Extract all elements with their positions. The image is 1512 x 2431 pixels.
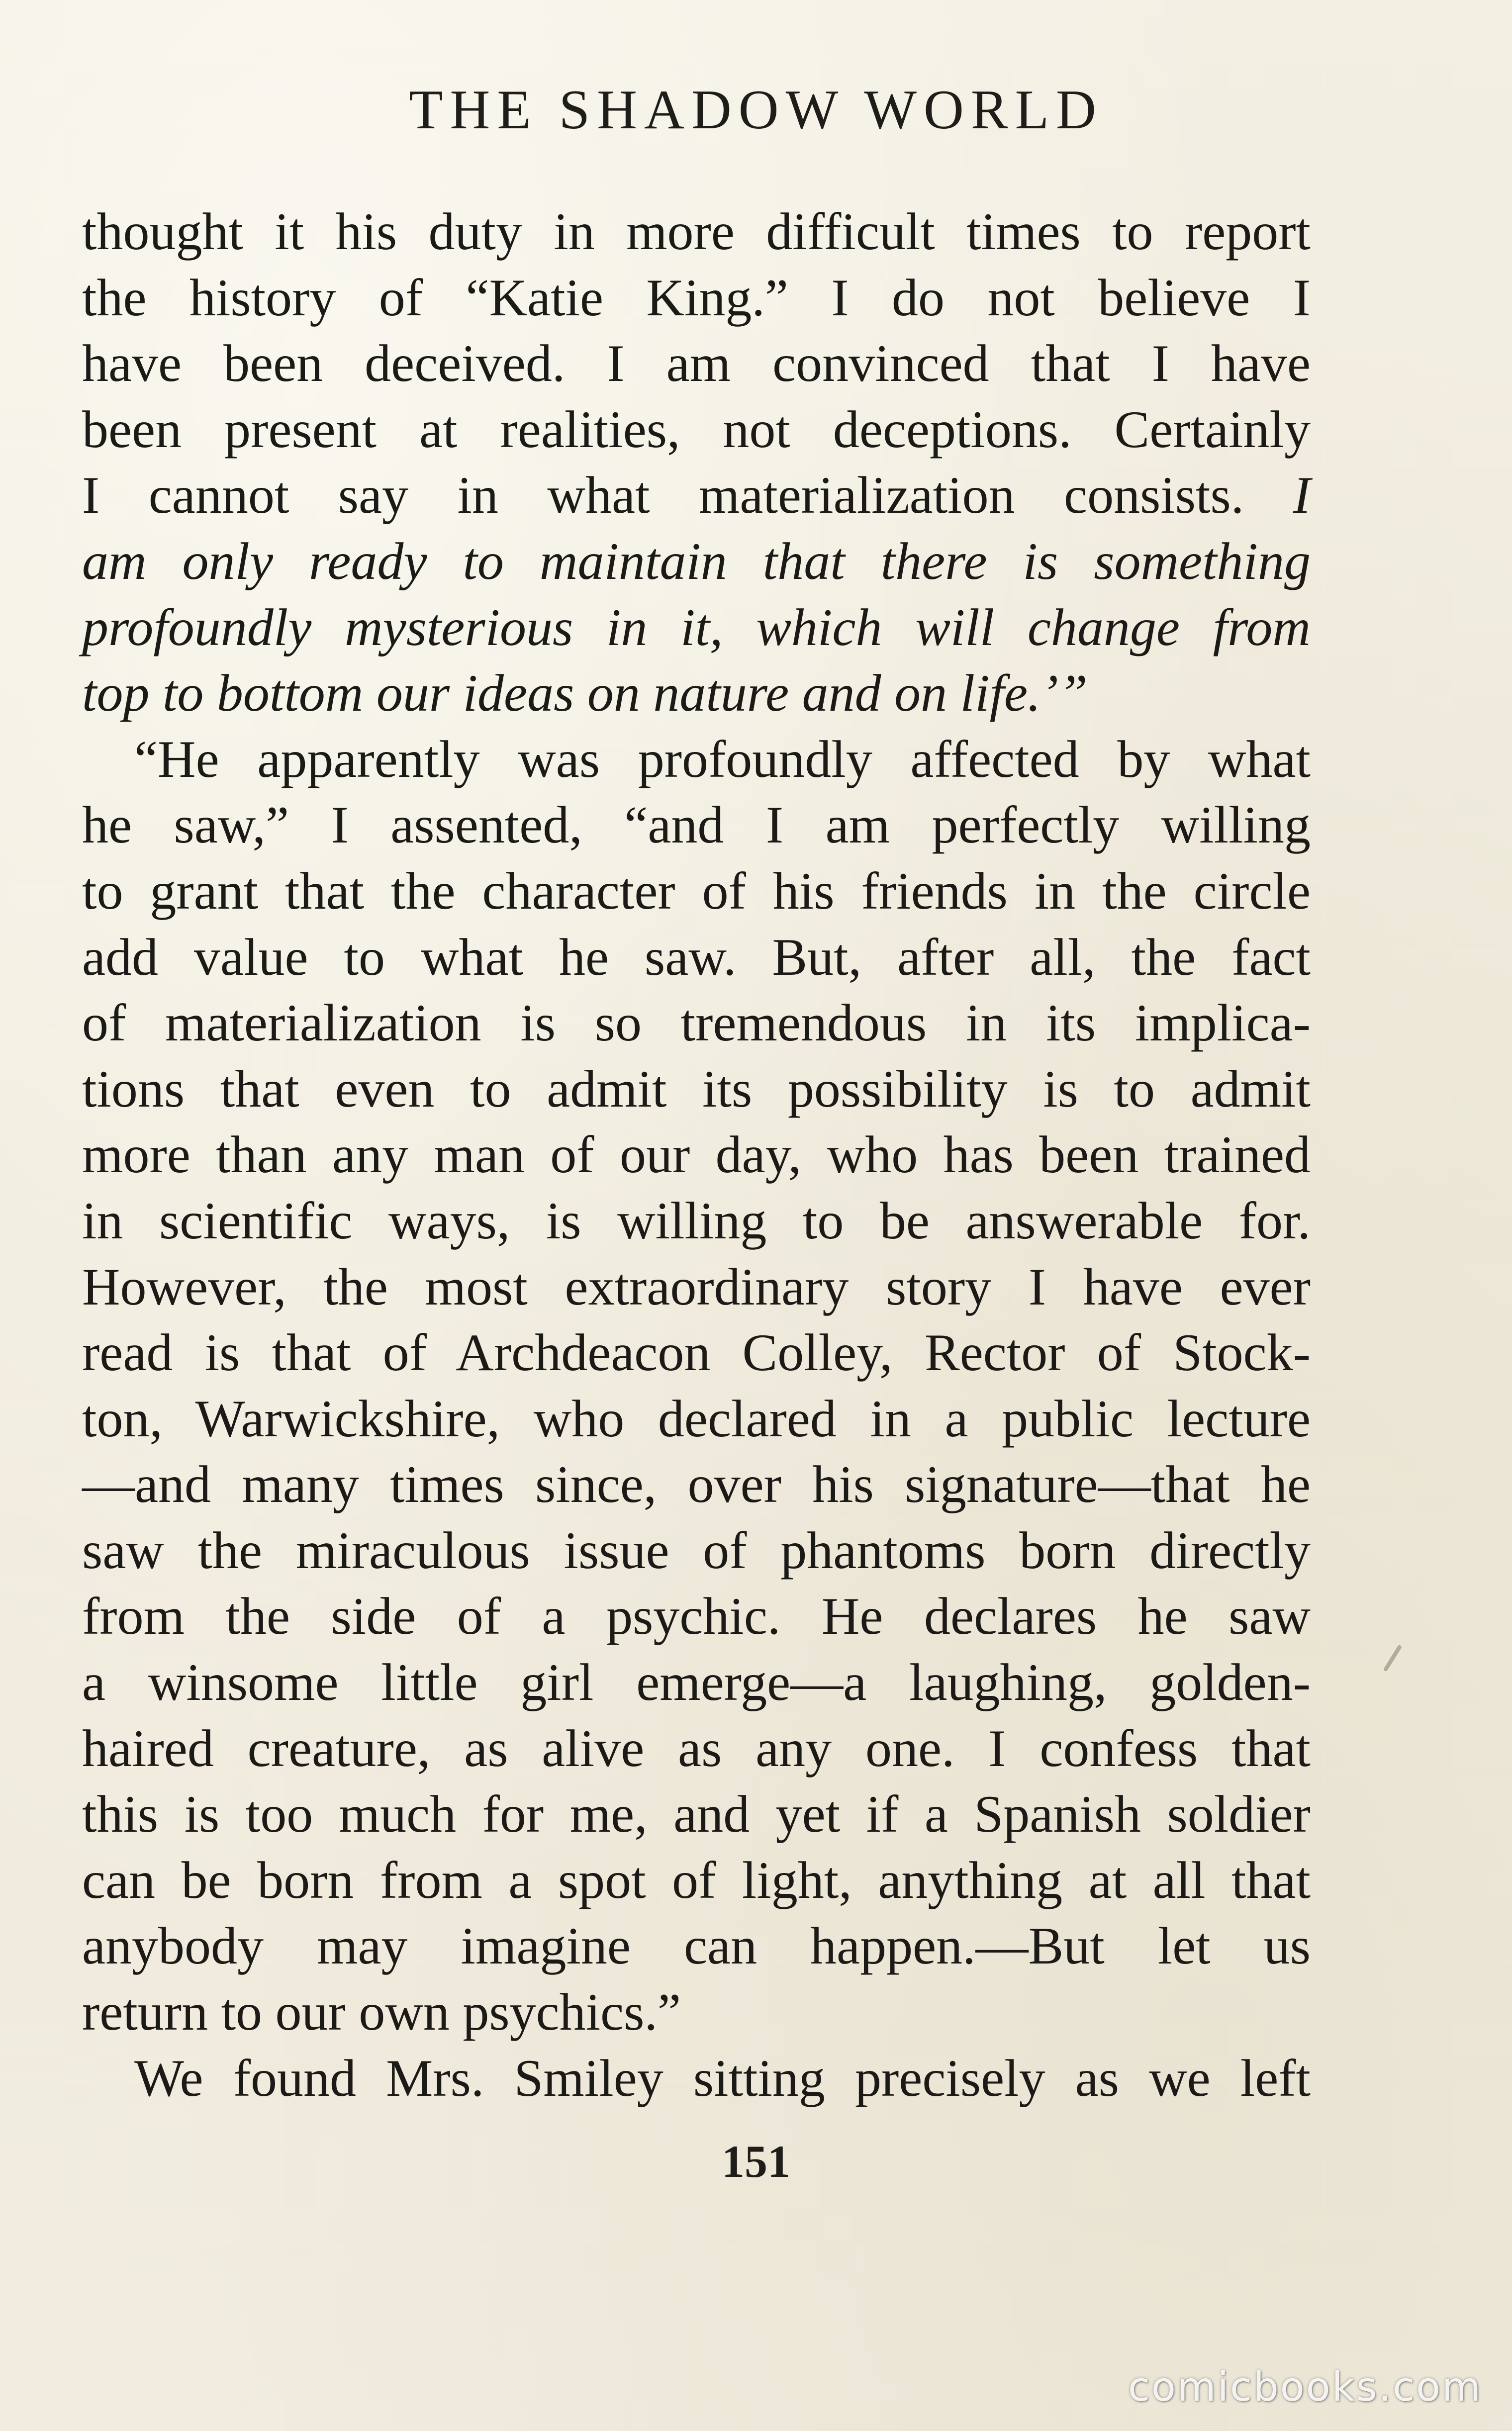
text-line: the history of “Katie King.” I do not believe I [82, 268, 1311, 327]
text-line: However, the most extraordinary story I have ever [82, 1257, 1311, 1316]
text-line: he saw,” I assented, “and I am perfectly willing [82, 796, 1311, 854]
text-line: thought it his duty in more difficult times to report [82, 202, 1311, 261]
paper-mark [1383, 1644, 1403, 1672]
text-line: more than any man of our day, who has been trained [82, 1125, 1311, 1184]
paragraph-first-line: “He apparently was profoundly affected by what [134, 730, 1311, 788]
running-head: THE SHADOW WORLD [409, 79, 1103, 141]
italic-text-line: am only ready to maintain that there is something [82, 532, 1311, 590]
paragraph-first-line: We found Mrs. Smiley sitting precisely as we left [134, 2049, 1311, 2107]
text-line: a winsome little girl emerge—a laughing, golden- [82, 1653, 1311, 1712]
text-line: of materialization is so tremendous in its implica- [82, 994, 1311, 1052]
text-line: this is too much for me, and yet if a Spanish soldier [82, 1785, 1311, 1844]
text-line: haired creature, as alive as any one. I confess that [82, 1719, 1311, 1777]
italic-text-segment: I [1293, 466, 1311, 525]
text-line: add value to what he saw. But, after all, the fact [82, 928, 1311, 986]
italic-text-line: profoundly mysterious in it, which will change from [82, 598, 1311, 656]
text-segment: I cannot say in what materialization consists. [82, 466, 1244, 525]
body-text [82, 199, 1311, 2111]
text-line: —and many times since, over his signature—that he [82, 1455, 1311, 1514]
text-line: have been deceived. I am convinced that I have [82, 334, 1311, 393]
text-line: read is that of Archdeacon Colley, Rector of Stock- [82, 1323, 1311, 1382]
text-line: been present at realities, not deceptions. Certainly [82, 400, 1311, 459]
text-line: in scientific ways, is willing to be answerable for. [82, 1191, 1311, 1250]
text-line: can be born from a spot of light, anything at all that [82, 1851, 1311, 1909]
watermark-text: comicbooks.com [1128, 2364, 1482, 2410]
page-number: 151 [722, 2136, 790, 2187]
text-line: return to our own psychics.” [82, 1983, 681, 2042]
text-line: tions that even to admit its possibility is to admit [82, 1059, 1311, 1118]
text-line: to grant that the character of his friends in the circle [82, 861, 1311, 920]
text-line: saw the miraculous issue of phantoms born directly [82, 1521, 1311, 1580]
text-line: anybody may imagine can happen.—But let us [82, 1917, 1311, 1975]
text-line: from the side of a psychic. He declares he saw [82, 1587, 1311, 1646]
italic-text-line: top to bottom our ideas on nature and on life.’” [82, 664, 1088, 723]
text-line-mixed [82, 463, 1311, 529]
text-line: ton, Warwickshire, who declared in a public lecture [82, 1389, 1311, 1448]
